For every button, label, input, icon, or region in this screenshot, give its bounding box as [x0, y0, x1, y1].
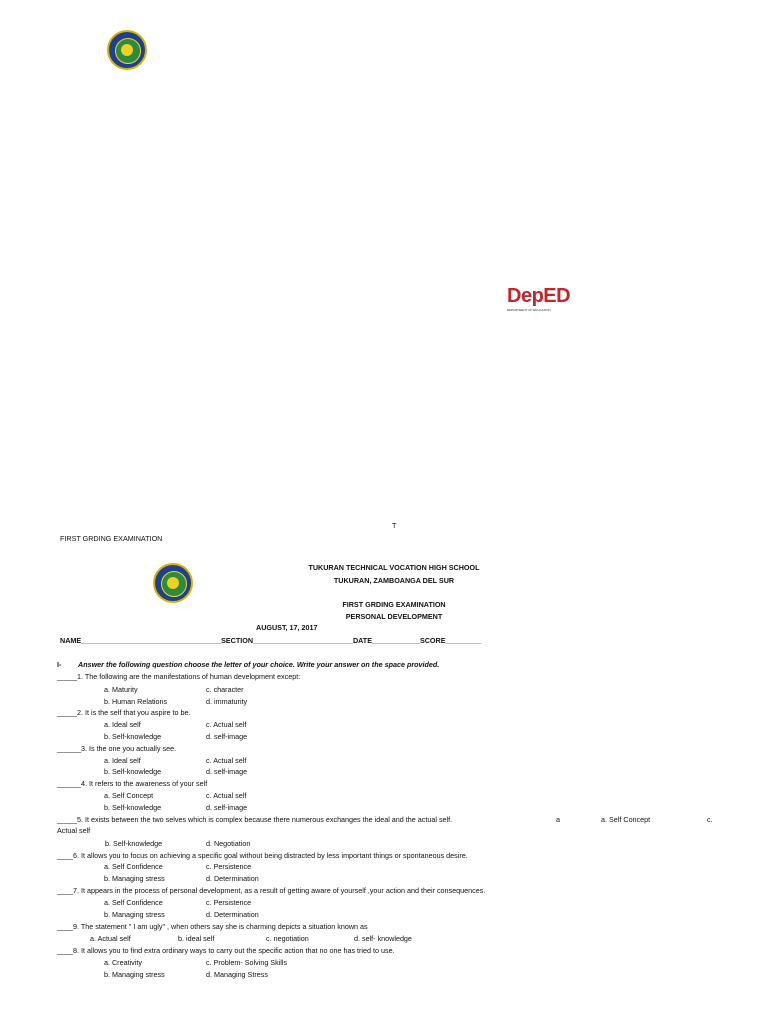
deped-logo-text: DepED	[507, 285, 571, 307]
q5-option-c: c.	[707, 815, 713, 824]
q4-option-b: b. Self-knowledge	[104, 803, 162, 812]
q1-option-c: c. character	[206, 685, 244, 694]
q1-option-a: a. Maturity	[104, 685, 138, 694]
q3-option-a: a. Ideal self	[104, 756, 141, 765]
question-7: ____7. It appears in the process of personal development, as a result of getting aware of yourself ,your action and their consequences.	[57, 886, 486, 895]
instruction-text: Answer the following question choose the letter of your choice. Write your answer on the space provided.	[78, 660, 440, 669]
q3-option-c: c. Actual self	[206, 756, 247, 765]
question-5: _____5. It exists between the two selves which is complex because there numerous exchanges the ideal and the actual self.	[57, 815, 453, 824]
q9-option-c: c. negotiation	[266, 934, 309, 943]
q6-option-a: a. Self Confidence	[104, 862, 163, 871]
q9-option-a: a. Actual self	[90, 934, 131, 943]
seal-core-icon	[167, 577, 179, 589]
school-name: TUKURAN TECHNICAL VOCATION HIGH SCHOOL	[308, 563, 480, 572]
subject-title: PERSONAL DEVELOPMENT	[345, 612, 443, 621]
q5-stray-a: a	[556, 815, 560, 824]
deped-seal-header	[153, 563, 193, 603]
question-6: ____6. It allows you to focus on achieving a specific goal without being distracted by less important things or spontaneous desire.	[57, 851, 468, 860]
exam-date: AUGUST, 17, 2017	[256, 623, 318, 632]
seal-core-icon	[121, 44, 133, 56]
exam-title: FIRST GRDING EXAMINATION	[342, 600, 446, 609]
q8-option-c: c. Problem- Solving Skills	[206, 958, 288, 967]
question-9: ____9. The statement " I am ugly" , when others say she is charming depicts a situation known as	[57, 922, 368, 931]
stray-letter: T	[392, 521, 397, 530]
deped-logo	[507, 285, 570, 312]
school-address: TUKURAN, ZAMBOANGA DEL SUR	[333, 576, 455, 585]
q6-option-c: c. Persistence	[206, 862, 252, 871]
q5-option-a: a. Self Concept	[601, 815, 651, 824]
q1-option-d: d. immaturity	[206, 697, 248, 706]
q6-option-b: b. Managing stress	[104, 874, 165, 883]
q3-option-b: b. Self-knowledge	[104, 767, 162, 776]
q9-option-d: d. self- knowledge	[354, 934, 412, 943]
q4-option-d: d. self-image	[206, 803, 248, 812]
q3-option-d: d. self-image	[206, 767, 248, 776]
q8-option-d: d. Managing Stress	[206, 970, 268, 979]
q2-option-a: a. Ideal self	[104, 720, 141, 729]
q2-option-d: d. self-image	[206, 732, 248, 741]
q7-option-c: c. Persistence	[206, 898, 252, 907]
question-8: ____8. It allows you to find extra ordinary ways to carry out the specific action that no one has tried to use.	[57, 946, 395, 955]
q7-option-a: a. Self Confidence	[104, 898, 163, 907]
q5-option-b: b. Self-knowledge	[105, 839, 163, 848]
q5-option-d: d. Negotiation	[206, 839, 251, 848]
q9-option-b: b. ideal self	[178, 934, 215, 943]
q6-option-d: d. Determination	[206, 874, 259, 883]
deped-seal-top	[107, 30, 147, 70]
top-exam-label: FIRST GRDING EXAMINATION	[60, 534, 163, 543]
q1-option-b: b. Human Relations	[104, 697, 168, 706]
question-4: ______4. It refers to the awareness of your self	[57, 779, 208, 788]
q4-option-c: c. Actual self	[206, 791, 247, 800]
instruction-number: I-	[57, 660, 62, 669]
q2-option-c: c. Actual self	[206, 720, 247, 729]
q5-option-c-wrap: Actual self	[57, 826, 91, 835]
q4-option-a: a. Self Concept	[104, 791, 154, 800]
q8-option-b: b. Managing stress	[104, 970, 165, 979]
q8-option-a: a. Creativity	[104, 958, 142, 967]
question-1: _____1. The following are the manifestations of human development except:	[57, 672, 301, 681]
q7-option-b: b. Managing stress	[104, 910, 165, 919]
q2-option-b: b. Self-knowledge	[104, 732, 162, 741]
question-2: _____2. It is the self that you aspire to be.	[57, 708, 191, 717]
question-3: ______3. Is the one you actually see.	[57, 744, 177, 753]
deped-logo-tagline: DEPARTMENT OF EDUCATION	[507, 308, 551, 312]
q7-option-d: d. Determination	[206, 910, 259, 919]
student-info-line: NAME___________________________________SECTION_________________________DATE____________SCORE_________	[60, 636, 482, 645]
